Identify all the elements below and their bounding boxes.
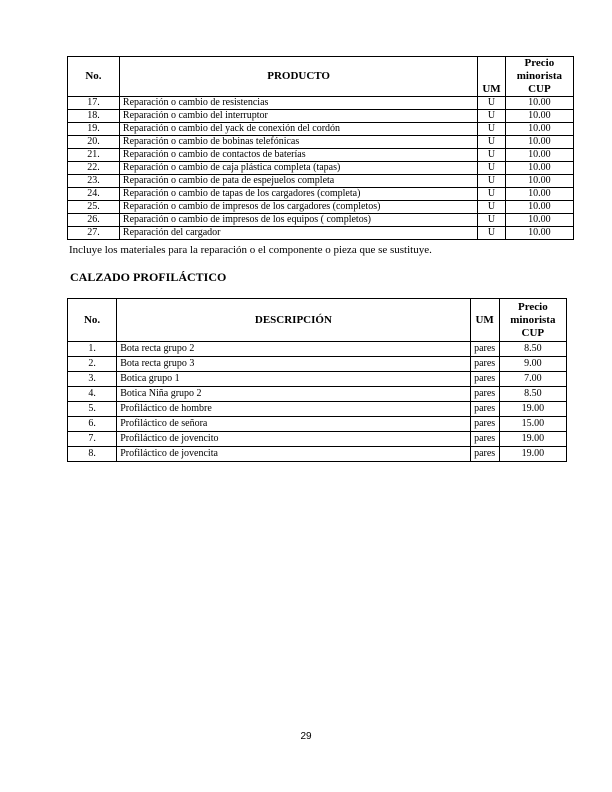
table-row	[68, 123, 574, 136]
cell-um: pares	[470, 372, 499, 387]
cell-no: 8.	[68, 447, 117, 462]
cell-no: 20.	[68, 136, 120, 149]
cell-no: 26.	[68, 214, 120, 227]
cell-descripcion: Profiláctico de jovencita	[117, 447, 470, 462]
cell-no: 18.	[68, 110, 120, 123]
cell-precio: 10.00	[505, 188, 573, 201]
cell-descripcion: Bota recta grupo 2	[117, 342, 470, 357]
cell-precio: 15.00	[499, 417, 566, 432]
table-row	[68, 110, 574, 123]
cell-um: U	[478, 227, 505, 240]
cell-producto: Reparación o cambio de pata de espejuelos completa	[119, 175, 477, 188]
cell-precio: 10.00	[505, 136, 573, 149]
cell-no: 23.	[68, 175, 120, 188]
cell-precio: 19.00	[499, 447, 566, 462]
table-row	[68, 227, 574, 240]
cell-precio: 19.00	[499, 432, 566, 447]
cell-no: 2.	[68, 357, 117, 372]
cell-precio: 10.00	[505, 175, 573, 188]
cell-no: 3.	[68, 372, 117, 387]
header-descripcion: DESCRIPCIÓN	[117, 299, 470, 342]
cell-um: pares	[470, 402, 499, 417]
table-row	[68, 432, 567, 447]
cell-descripcion: Botica Niña grupo 2	[117, 387, 470, 402]
cell-no: 25.	[68, 201, 120, 214]
note-text: Incluye los materiales para la reparación o el componente o pieza que se sustituye.	[69, 244, 432, 256]
cell-producto: Reparación o cambio de caja plástica completa (tapas)	[119, 162, 477, 175]
footwear-table-body	[68, 342, 567, 462]
table-row	[68, 175, 574, 188]
cell-descripcion: Profiláctico de hombre	[117, 402, 470, 417]
cell-producto: Reparación o cambio de bobinas telefónicas	[119, 136, 477, 149]
cell-no: 22.	[68, 162, 120, 175]
cell-um: pares	[470, 447, 499, 462]
cell-um: U	[478, 110, 505, 123]
footwear-price-table	[67, 298, 567, 462]
table-row	[68, 342, 567, 357]
cell-precio: 10.00	[505, 162, 573, 175]
cell-um: U	[478, 175, 505, 188]
cell-no: 6.	[68, 417, 117, 432]
cell-descripcion: Profiláctico de jovencito	[117, 432, 470, 447]
cell-producto: Reparación o cambio del yack de conexión del cordón	[119, 123, 477, 136]
cell-um: pares	[470, 432, 499, 447]
cell-um: U	[478, 97, 505, 110]
cell-um: U	[478, 123, 505, 136]
table-row	[68, 402, 567, 417]
cell-producto: Reparación o cambio de tapas de los cargadores (completa)	[119, 188, 477, 201]
header-no: No.	[68, 299, 117, 342]
header-um: UM	[470, 299, 499, 342]
cell-producto: Reparación del cargador	[119, 227, 477, 240]
cell-um: U	[478, 188, 505, 201]
cell-um: pares	[470, 417, 499, 432]
cell-descripcion: Botica grupo 1	[117, 372, 470, 387]
cell-no: 5.	[68, 402, 117, 417]
cell-no: 7.	[68, 432, 117, 447]
table-header-row	[68, 57, 574, 97]
cell-producto: Reparación o cambio de impresos de los cargadores (completos)	[119, 201, 477, 214]
cell-um: pares	[470, 342, 499, 357]
cell-no: 24.	[68, 188, 120, 201]
cell-precio: 8.50	[499, 342, 566, 357]
table-row	[68, 201, 574, 214]
cell-precio: 10.00	[505, 110, 573, 123]
cell-precio: 10.00	[505, 149, 573, 162]
cell-descripcion: Profiláctico de señora	[117, 417, 470, 432]
cell-precio: 9.00	[499, 357, 566, 372]
header-no: No.	[68, 57, 120, 97]
page-number: 29	[300, 731, 312, 742]
cell-precio: 10.00	[505, 214, 573, 227]
cell-no: 17.	[68, 97, 120, 110]
repair-price-table	[67, 56, 574, 240]
cell-producto: Reparación o cambio de contactos de baterías	[119, 149, 477, 162]
cell-no: 1.	[68, 342, 117, 357]
cell-precio: 8.50	[499, 387, 566, 402]
repair-table-body	[68, 97, 574, 240]
header-producto: PRODUCTO	[119, 57, 477, 97]
header-precio: Precio minorista CUP	[499, 299, 566, 342]
cell-um: pares	[470, 387, 499, 402]
cell-precio: 10.00	[505, 123, 573, 136]
cell-um: U	[478, 214, 505, 227]
table-row	[68, 97, 574, 110]
cell-no: 27.	[68, 227, 120, 240]
cell-um: U	[478, 201, 505, 214]
table-header-row	[68, 299, 567, 342]
cell-producto: Reparación o cambio de resistencias	[119, 97, 477, 110]
table-row	[68, 188, 574, 201]
cell-no: 19.	[68, 123, 120, 136]
table-row	[68, 149, 574, 162]
header-precio: Precio minorista CUP	[505, 57, 573, 97]
cell-um: U	[478, 149, 505, 162]
cell-um: U	[478, 136, 505, 149]
cell-precio: 19.00	[499, 402, 566, 417]
cell-producto: Reparación o cambio del interruptor	[119, 110, 477, 123]
cell-precio: 10.00	[505, 227, 573, 240]
cell-no: 4.	[68, 387, 117, 402]
cell-um: U	[478, 162, 505, 175]
table-row	[68, 357, 567, 372]
table-row	[68, 417, 567, 432]
cell-no: 21.	[68, 149, 120, 162]
table-row	[68, 162, 574, 175]
table-row	[68, 387, 567, 402]
table-row	[68, 136, 574, 149]
table-row	[68, 214, 574, 227]
cell-precio: 7.00	[499, 372, 566, 387]
cell-precio: 10.00	[505, 201, 573, 214]
cell-producto: Reparación o cambio de impresos de los equipos ( completos)	[119, 214, 477, 227]
table-row	[68, 447, 567, 462]
cell-precio: 10.00	[505, 97, 573, 110]
table-row	[68, 372, 567, 387]
header-um: UM	[478, 57, 505, 97]
cell-descripcion: Bota recta grupo 3	[117, 357, 470, 372]
cell-um: pares	[470, 357, 499, 372]
section-title: CALZADO PROFILÁCTICO	[70, 270, 227, 284]
